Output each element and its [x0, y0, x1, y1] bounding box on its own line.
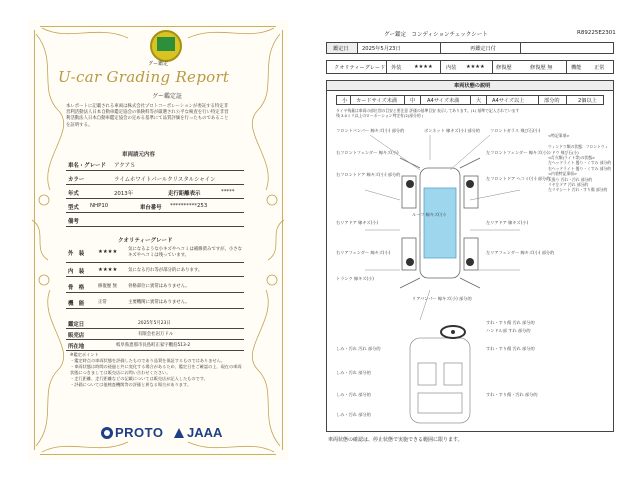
vehicle-value-model: NHP10 — [90, 203, 109, 209]
certificate-subtitle: グー鑑定証 — [152, 93, 183, 100]
grade-interior-value: ★★★★ — [466, 64, 485, 70]
proto-logo-icon — [100, 426, 114, 440]
divider — [486, 95, 487, 105]
quality-stars-exterior: ★★★★ — [98, 249, 118, 255]
vehicle-row-year — [66, 186, 244, 199]
grade-label: クオリティーグレード — [334, 65, 386, 71]
diagram-label-1: フロントバンパー 線キズ(小) 部分的 — [336, 128, 405, 133]
divider — [404, 95, 405, 105]
divider — [470, 95, 471, 105]
interior-label-2: ハンドル部 すれ 部分的 — [486, 328, 531, 333]
reinspection-label: 再鑑定日付 — [470, 46, 496, 52]
date-row — [66, 318, 244, 329]
sheet-footer-note: 車両状態の確認は、停止状態で実施できる範囲に限ります。 — [328, 437, 463, 443]
dealer-table — [66, 318, 244, 354]
chassis-value: **********253 — [170, 203, 208, 209]
vehicle-label-name: 車名・グレード — [68, 163, 106, 169]
legend-desc-medium: A4サイズ未満 — [427, 98, 460, 104]
legend-size-medium: 中 — [410, 98, 416, 104]
dealer-row — [66, 329, 244, 340]
diagram-label-7: 左フロントドア ヘコミ(小) 部分的 — [486, 176, 551, 181]
vehicle-row-remarks — [66, 214, 244, 227]
grade-repair-value: 修復歴 無 — [530, 65, 553, 71]
diagram-label-2: ボンネット 線キズ(小) 部分的 — [424, 128, 480, 133]
mileage-value: ***** — [221, 189, 235, 195]
interior-label-3: しみ・汚れ 汚れ 部分的 — [336, 346, 381, 351]
interior-label-4: すれ・すり傷 汚れ 部分的 — [486, 346, 535, 351]
quality-desc-interior: 気になる汚れ等が部分的にあります。 — [128, 268, 203, 273]
grade-exterior-label: 外装 — [391, 65, 402, 71]
quality-desc-function: 主要機関に異常はありません。 — [128, 300, 190, 305]
diagram-label-5: 左フロントフェンダー 線キズ(小) — [486, 150, 549, 155]
divider — [538, 95, 539, 105]
divider — [440, 60, 441, 74]
dealer-label: 販売店 — [68, 333, 85, 339]
quality-desc-exterior: 気になるような小キズやヘコミは補修済みですが、小さなキズやヘコミは残っています。 — [128, 247, 243, 258]
quality-row-interior — [66, 264, 244, 277]
diagram-label-10: ルーフ 線キズ(小) — [412, 212, 446, 217]
divider — [420, 95, 421, 105]
vehicle-value-year: 2013年 — [114, 191, 134, 197]
quality-stars-frame: 修復歴 無 — [98, 284, 117, 289]
diagram-label-3: フロントガラス 飛び石(小) — [490, 128, 541, 133]
grade-repair-label: 修復歴 — [496, 65, 512, 71]
vehicle-label-remarks: 備考 — [68, 219, 79, 225]
divider — [386, 60, 387, 74]
grade-exterior-value: ★★★★ — [414, 64, 433, 70]
divider — [326, 90, 614, 91]
quality-row-frame — [66, 280, 244, 293]
quality-section-title: クオリティーグレード — [118, 238, 173, 244]
vehicle-row-model — [66, 200, 244, 213]
legend-size-small: 小 — [342, 98, 348, 104]
divider — [350, 95, 351, 105]
special-notes — [548, 128, 612, 193]
badge-label: グー鑑定 — [148, 61, 169, 67]
appraisal-date-label: 鑑定日 — [68, 322, 85, 328]
divider — [566, 60, 567, 74]
mileage-label: 走行距離表示 — [168, 191, 201, 197]
quality-label-exterior: 外 装 — [68, 251, 85, 257]
quality-label-function: 機 能 — [68, 301, 85, 307]
diagram-label-13: リアバンパー 線キズ(小) 部分的 — [412, 296, 472, 301]
quality-row-exterior — [66, 246, 244, 263]
divider — [440, 42, 441, 54]
special-notes-body: ウィンドウ類の状態：フロントウィンドウ 飛び石(小) <灯火類(ライト等)の状態> 左ヘッドライト 曇り・くすみ 部分的 右ヘッドライト 曇り・くすみ 部分的 <内装特記事項> 天張り 汚れ・汚れ 部分的 リヤ左ドア 汚れ 部分的 左リヤシート 汚れ・すり傷 部分的 — [548, 144, 612, 193]
sheet-title: グー鑑定 コンディションチェックシート — [384, 32, 488, 38]
status-header: 車両状態の説明 — [454, 83, 491, 89]
grade-function-value: 正常 — [594, 65, 605, 71]
quality-desc-frame: 骨格部位に異常はありません。 — [128, 284, 190, 289]
diagram-label-11: 右リアフェンダー 線キズ(小) — [336, 250, 391, 255]
certificate-notes: ※鑑定ポイント ・鑑定時点の車両状態を評価したものであり品質を保証するものではありません。 ・車両状態は時間の経過と共に変化する場合があるため、鑑定日をご確認の上、現在の車両状態につきましては販売店にお問い合わせください。 ・走行距離、走行距離などの記載については販売店が記入したものです。 ・評価については他検査機関等の評価と異なる場合があります。 — [70, 352, 242, 387]
sheet-date-label: 鑑定日 — [333, 46, 349, 52]
certificate-script-title: U-car Grading Report — [58, 68, 230, 86]
grade-function-label: 機能 — [571, 65, 582, 71]
divider — [357, 42, 358, 54]
address-row — [66, 340, 244, 351]
legend-note: タイヤ残量は車両の部位別の目安と要注意 評価の基準目安 表示してあります。(1) 基準で記入されています 残 3.0ミリ以上のローポーション判定有(2)部分的 / — [336, 108, 520, 118]
interior-label-6: しみ・汚れ 部分的 — [336, 392, 371, 397]
legend-desc-large: A4サイズ以上 — [492, 98, 525, 104]
address-value: 岐阜県恵那市長島町正家字觀伯513-2 — [116, 343, 191, 348]
sheet-doc-id: R89225E2301 — [577, 30, 616, 36]
legend-desc-partial: 2個以上 — [578, 98, 597, 104]
quality-table — [66, 246, 244, 316]
vehicle-value-color: ライムホワイトパールクリスタルシャイン — [114, 177, 216, 183]
goo-appraisal-badge-icon — [150, 30, 182, 62]
vehicle-section-title: 車両請元内容 — [122, 152, 156, 158]
quality-label-interior: 内 装 — [68, 269, 85, 275]
vehicle-row-name — [66, 158, 244, 171]
proto-logo-text: PROTO — [115, 425, 164, 440]
vehicle-row-color — [66, 172, 244, 185]
interior-label-8: しみ・汚れ 部分的 — [336, 412, 371, 417]
certificate-intro: 本レポートに記載される車両は株式会社プロトコーポレーションが委託する特定非営利活動法人日本自動車鑑定協会の保険料等が厳選され公平な検査を行い特定非営利活動法人日本自動車鑑定協会の定める基準にて品質評価を行ったものであることを証明する。 — [66, 104, 229, 128]
chassis-label: 車台番号 — [140, 205, 162, 211]
diagram-label-4: 右フロントフェンダー 線キズ(小) — [336, 150, 399, 155]
diagram-label-6: 右フロントドア 線キズ(小) 部分的 — [336, 172, 401, 177]
divider — [492, 60, 493, 74]
car-interior-diagram — [380, 318, 500, 428]
address-label: 所在地 — [68, 344, 85, 350]
diagram-label-8: 右リアドア 線キズ(小) — [336, 220, 379, 225]
legend-desc-small: カードサイズ未満 — [356, 98, 398, 104]
grade-interior-label: 内装 — [446, 65, 457, 71]
divider — [520, 42, 521, 54]
divider — [566, 95, 567, 105]
vehicle-label-color: カラー — [68, 177, 85, 183]
vehicle-value-name: アクアＳ — [114, 163, 136, 169]
quality-stars-interior: ★★★★ — [98, 267, 118, 273]
diagram-label-14: トランク 線キズ(小) — [336, 276, 374, 281]
special-notes-title: <特記事項> — [548, 133, 570, 139]
interior-label-7: すれ・すり傷・汚れ 部分的 — [486, 392, 538, 397]
quality-stars-function: 正常 — [98, 300, 107, 305]
vehicle-table — [66, 158, 244, 234]
jaaa-logo-icon — [172, 426, 186, 440]
dealer-value: 有限会社岩万ドル — [138, 332, 174, 337]
interior-label-1: すれ・すり傷 汚れ 部分的 — [486, 320, 535, 325]
quality-row-function — [66, 296, 244, 309]
sheet-date-value: 2025年5月23日 — [362, 46, 401, 52]
legend-size-partial: 部分的 — [544, 98, 560, 104]
appraisal-date-value: 2025年5月23日 — [138, 321, 171, 326]
diagram-label-12: 左リアフェンダー 線キズ(小) 部分的 — [486, 250, 555, 255]
jaaa-logo-text: JAAA — [187, 425, 223, 440]
legend-size-large: 大 — [476, 98, 482, 104]
diagram-label-9: 左リアドア 線キズ(小) — [486, 220, 529, 225]
vehicle-label-model: 型式 — [68, 205, 79, 211]
quality-label-frame: 骨 格 — [68, 285, 85, 291]
interior-label-5: しみ・汚れ 部分的 — [336, 370, 371, 375]
vehicle-label-year: 年式 — [68, 191, 79, 197]
